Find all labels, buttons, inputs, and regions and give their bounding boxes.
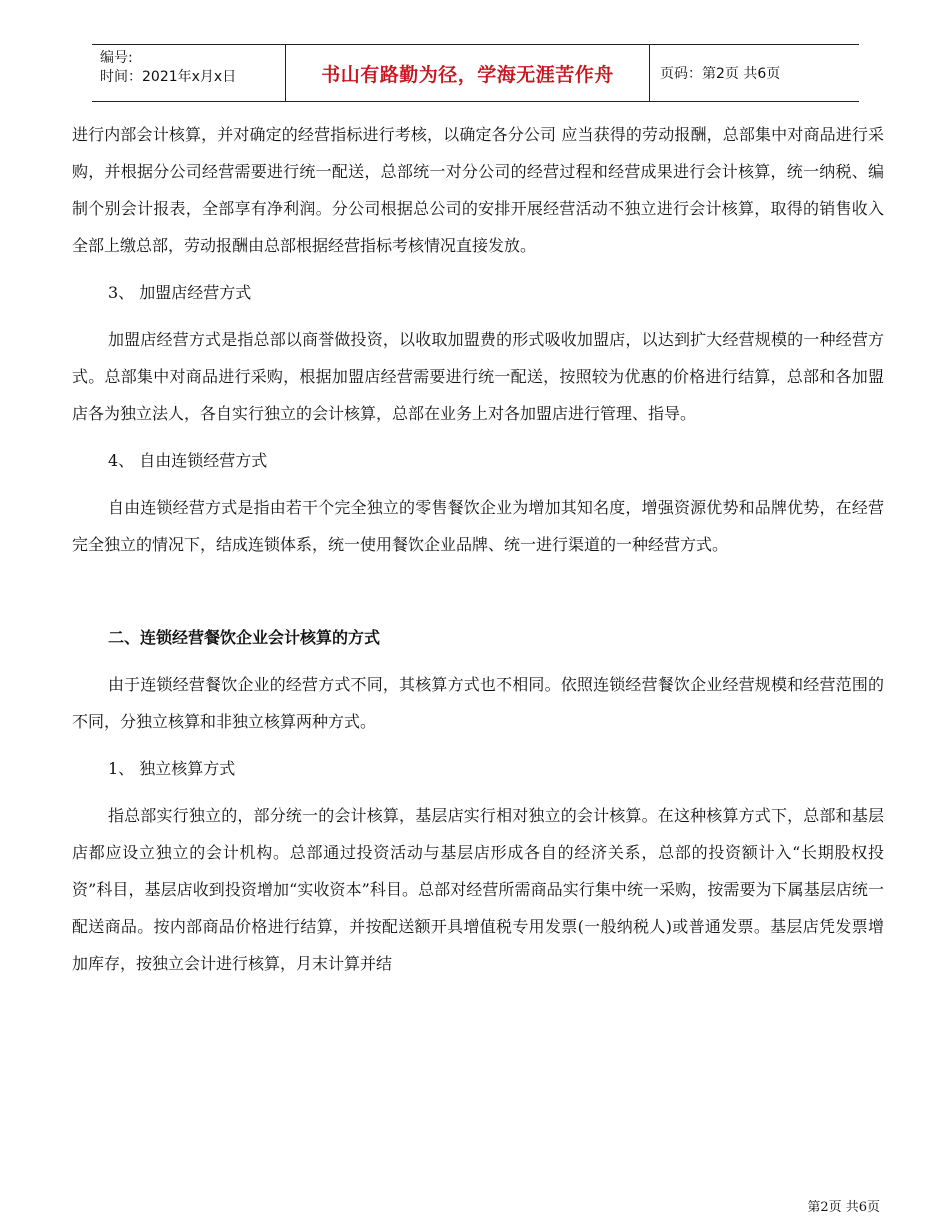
item-heading-voluntary-chain: 4、 自由连锁经营方式 bbox=[108, 451, 268, 470]
header-motto: 书山有路勤为径，学海无涯苦作舟 bbox=[286, 45, 650, 101]
section-heading-accounting-methods: 二、连锁经营餐饮企业会计核算的方式 bbox=[108, 628, 381, 647]
document-time-label: 时间：2021年x月x日 bbox=[100, 69, 237, 85]
header-page-number: 页码：第2页 共6页 bbox=[660, 66, 781, 82]
document-body bbox=[72, 116, 884, 982]
paragraph-franchise: 加盟店经营方式是指总部以商誉做投资，以收取加盟费的形式吸收加盟店，以达到扩大经营规模的一种经营方式。总部集中对商品进行采购，根据加盟店经营需要进行统一配送，按照较为优惠的价格进行结算，总部和各加盟店各为独立法人，各自实行独立的会计核算，总部在业务上对各加盟店进行管理、指导。 bbox=[72, 330, 884, 423]
paragraph-independent-accounting: 指总部实行独立的，部分统一的会计核算，基层店实行相对独立的会计核算。在这种核算方式下，总部和基层店都应设立独立的会计机构。总部通过投资活动与基层店形成各自的经济关系，总部的投资额计入“长期股权投资”科目，基层店收到投资增加“实收资本”科目。总部对经营所需商品实行集中统一采购，按需要为下属基层店统一配送商品。按内部商品价格进行结算，并按配送额开具增值税专用发票(一般纳税人)或普通发票。基层店凭发票增加库存，按独立会计进行核算，月末计算并结 bbox=[72, 806, 884, 973]
page-footer: 第2页 共6页 bbox=[807, 1200, 880, 1215]
item-heading-franchise: 3、 加盟店经营方式 bbox=[108, 283, 252, 302]
paragraph-accounting-intro: 由于连锁经营餐饮企业的经营方式不同，其核算方式也不相同。依照连锁经营餐饮企业经营规模和经营范围的不同，分独立核算和非独立核算两种方式。 bbox=[72, 675, 884, 731]
paragraph-voluntary-chain: 自由连锁经营方式是指由若干个完全独立的零售餐饮企业为增加其知名度，增强资源优势和品牌优势，在经营完全独立的情况下，结成连锁体系，统一使用餐饮企业品牌、统一进行渠道的一种经营方式。 bbox=[72, 498, 884, 554]
paragraph-branch-accounting: 进行内部会计核算，并对确定的经营指标进行考核，以确定各分公司 应当获得的劳动报酬，总部集中对商品进行采购，并根据分公司经营需要进行统一配送，总部统一对分公司的经营过程和经营成果进行会计核算，统一纳税、编制个别会计报表，全部享有净利润。分公司根据总公司的安排开展经营活动不独立进行会计核算，取得的销售收入全部上缴总部，劳动报酬由总部根据经营指标考核情况直接发放。 bbox=[72, 125, 884, 255]
item-heading-independent-accounting: 1、 独立核算方式 bbox=[108, 759, 236, 778]
document-number-label: 编号: bbox=[100, 50, 133, 66]
header-meta-cell bbox=[92, 45, 286, 101]
page-header bbox=[92, 44, 859, 102]
